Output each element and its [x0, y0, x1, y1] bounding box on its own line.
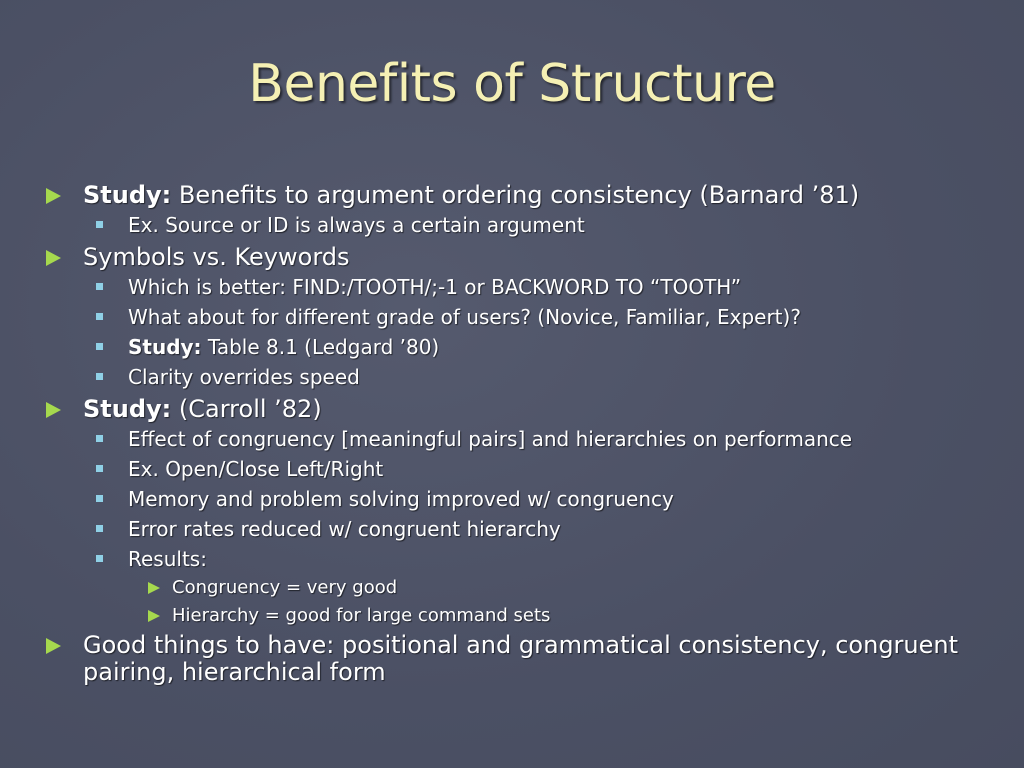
sub-bullet-text: Error rates reduced w/ congruent hierarchy	[128, 517, 561, 541]
sub-bullet	[46, 484, 1006, 514]
sub-bullet-text: Results:	[128, 547, 207, 571]
square-bullet-icon	[96, 424, 106, 442]
triangle-bullet-icon	[148, 574, 162, 594]
triangle-bullet-icon	[148, 602, 162, 622]
sub-bullet-text: What about for different grade of users? (Novice, Familiar, Expert)?	[128, 305, 801, 329]
sub-bullet	[46, 544, 1006, 574]
bold-label: Study:	[83, 181, 172, 209]
bullet-study-carroll	[46, 394, 1006, 424]
bullet-symbols-keywords	[46, 242, 1006, 272]
bullet-text: Good things to have: positional and grammatical consistency, congruent pairing, hierarchical form	[83, 631, 959, 686]
bullet-text: Benefits to argument ordering consistency (Barnard ’81)	[171, 181, 860, 209]
bold-label: Study:	[83, 395, 172, 423]
sub-bullet-text: Which is better: FIND:/TOOTH/;-1 or BACKWORD TO “TOOTH”	[128, 275, 742, 299]
square-bullet-icon	[96, 514, 106, 532]
square-bullet-icon	[96, 332, 106, 350]
sub-bullet-text: Clarity overrides speed	[128, 365, 360, 389]
triangle-bullet-icon	[46, 630, 66, 654]
sub-bullet	[46, 210, 1006, 240]
square-bullet-icon	[96, 454, 106, 472]
sub-sub-bullet-text: Congruency = very good	[172, 577, 398, 598]
sub-bullet-text: Effect of congruency [meaningful pairs] and hierarchies on performance	[128, 427, 853, 451]
sub-sub-bullet-text: Hierarchy = good for large command sets	[172, 605, 551, 626]
sub-bullet	[46, 362, 1006, 392]
bullet-text: Symbols vs. Keywords	[83, 243, 350, 271]
sub-bullet	[46, 424, 1006, 454]
sub-sub-bullet	[46, 602, 1006, 630]
sub-sub-bullet	[46, 574, 1006, 602]
square-bullet-icon	[96, 302, 106, 320]
square-bullet-icon	[96, 362, 106, 380]
sub-bullet-text: Table 8.1 (Ledgard ’80)	[201, 335, 440, 359]
square-bullet-icon	[96, 272, 106, 290]
triangle-bullet-icon	[46, 242, 66, 266]
bullet-text: (Carroll ’82)	[171, 395, 322, 423]
bold-label: Study:	[128, 335, 202, 359]
sub-bullet	[46, 514, 1006, 544]
bullet-list	[46, 180, 1006, 686]
triangle-bullet-icon	[46, 394, 66, 418]
sub-bullet	[46, 454, 1006, 484]
sub-bullet	[46, 302, 1006, 332]
bullet-study-barnard	[46, 180, 1006, 210]
slide-title: Benefits of Structure	[248, 54, 776, 114]
bullet-good-things	[46, 630, 1006, 686]
sub-bullet-text: Ex. Source or ID is always a certain argument	[128, 213, 585, 237]
square-bullet-icon	[96, 544, 106, 562]
sub-bullet	[46, 332, 1006, 362]
triangle-bullet-icon	[46, 180, 66, 204]
sub-bullet	[46, 272, 1006, 302]
square-bullet-icon	[96, 484, 106, 502]
square-bullet-icon	[96, 210, 106, 228]
sub-bullet-text: Memory and problem solving improved w/ congruency	[128, 487, 674, 511]
sub-bullet-text: Ex. Open/Close Left/Right	[128, 457, 384, 481]
